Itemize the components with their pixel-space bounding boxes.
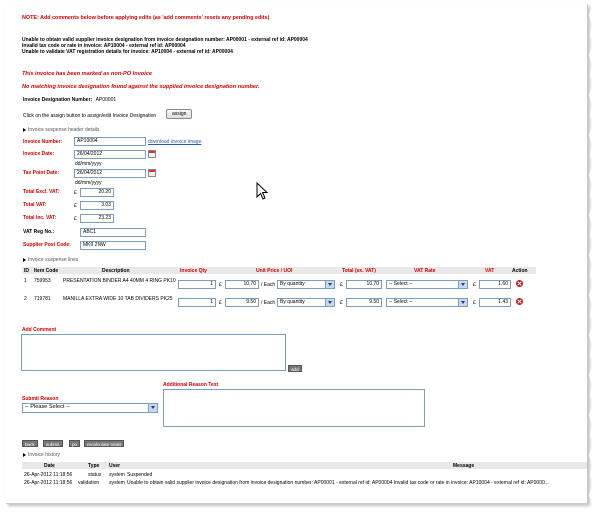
col-id: ID <box>24 268 29 274</box>
qty-input[interactable]: 1 <box>178 298 216 307</box>
col-item-code: Item Code <box>34 268 59 274</box>
history-col-user: User <box>109 463 121 469</box>
currency-symbol: £ <box>340 282 343 288</box>
invoice-date-hint: dd/mm/yyyy <box>75 161 102 167</box>
submit-reason-select-value: -- Please Select -- <box>25 404 70 410</box>
designation-row <box>23 97 116 103</box>
total-vat-label: Total VAT: <box>23 202 47 208</box>
po-button[interactable]: po <box>69 440 80 447</box>
assign-button[interactable]: assign <box>166 109 192 119</box>
tax-point-date-hint: dd/mm/yyyy <box>75 180 102 186</box>
currency-symbol: £ <box>74 190 77 196</box>
designation-label: Invoice Designation Number: <box>23 97 93 103</box>
line-total-input[interactable]: 9.50 <box>346 298 382 307</box>
comment-textarea[interactable] <box>21 334 286 371</box>
col-description: Description <box>102 268 130 274</box>
row-description: PRESENTATION BINDER A4 40MM 4 RING PK10 <box>63 278 176 284</box>
history-toggle-label: Invoice history <box>28 452 60 458</box>
uoi-select-value: By quantity <box>280 281 305 287</box>
no-match-message: No matching invoice designation found against the supplied invoice designation number. <box>22 84 260 90</box>
history-message: Unable to obtain valid supplier invoice designation from invoice designation number: AP00001 - external ref id: AP00004 Invalid tax code or rate in invoice: AP10004 - external ref id: AP0000... <box>127 480 549 486</box>
total-vat-input[interactable]: 3.03 <box>80 201 114 210</box>
history-type: status <box>88 472 102 478</box>
chevron-down-icon <box>458 299 467 306</box>
per-unit-text: / Each <box>261 282 276 288</box>
currency-symbol: £ <box>473 282 476 288</box>
currency-symbol: £ <box>473 300 476 306</box>
notice-text: NOTE: Add comments below before applying edits (as 'add comments' resets any pending edits) <box>22 15 270 21</box>
row-item-code: 719781 <box>34 296 51 302</box>
row-item-code: 759953 <box>34 278 51 284</box>
history-date: 26-Apr-2012 11:18:56 <box>24 472 73 478</box>
uoi-select[interactable] <box>277 298 335 307</box>
uoi-select-value: By quantity <box>280 299 305 305</box>
history-user: system <box>109 472 125 478</box>
vat-rate-select[interactable] <box>386 280 468 289</box>
triangle-right-icon <box>23 453 26 457</box>
invoice-number-input[interactable]: AP10004 <box>74 137 146 146</box>
history-col-type: Type <box>88 463 100 469</box>
lines-toggle-label: Invoice suspense lines <box>28 257 79 263</box>
total-inc-vat-label: Total Inc. VAT: <box>23 215 57 221</box>
chevron-down-icon <box>458 281 467 288</box>
lines-toggle[interactable] <box>23 257 78 263</box>
currency-symbol: £ <box>74 203 77 209</box>
vat-input[interactable]: 1.60 <box>479 280 511 289</box>
add-comment-label: Add Comment <box>22 327 57 333</box>
torn-edge-decoration <box>589 0 597 515</box>
supplier-post-code-input[interactable]: MK9 2NW <box>80 241 146 250</box>
invoice-date-input[interactable]: 26/04/2012 <box>74 150 146 159</box>
total-excl-vat-input[interactable]: 20.20 <box>80 188 114 197</box>
per-unit-text: / Each <box>261 300 276 306</box>
submit-reason-label: Submit Reason <box>22 396 59 402</box>
history-message: Suspended <box>127 472 153 478</box>
vat-input[interactable]: 1.43 <box>479 298 511 307</box>
chevron-down-icon <box>148 404 157 412</box>
vat-rate-select-value: -- Select -- <box>389 281 413 287</box>
currency-symbol: £ <box>340 300 343 306</box>
currency-symbol: £ <box>219 300 222 306</box>
vat-rate-select[interactable] <box>386 298 468 307</box>
col-vat-rate: VAT Rate <box>414 268 436 274</box>
history-table-header <box>22 462 588 469</box>
invoice-number-label: Invoice Number: <box>23 139 63 145</box>
invoice-page <box>6 4 588 504</box>
recalculate-totals-button[interactable]: recalculate totals <box>84 440 124 447</box>
row-id: 2 <box>24 296 27 302</box>
currency-symbol: £ <box>74 216 77 222</box>
history-date: 26-Apr-2012 11:18:56 <box>24 480 73 486</box>
col-invoice-qty: Invoice Qty <box>180 268 207 274</box>
calendar-icon[interactable] <box>148 169 156 177</box>
total-excl-vat-label: Total Excl. VAT: <box>23 189 60 195</box>
additional-reason-label: Additional Reason Text <box>163 382 219 388</box>
error-line-1: Unable to obtain valid supplier invoice designation from invoice designation number: AP00001 - external ref id: AP00004 <box>22 37 308 43</box>
qty-input[interactable]: 1 <box>178 280 216 289</box>
vat-reg-no-input[interactable]: ABC1 <box>80 228 146 237</box>
mouse-cursor-icon <box>256 182 270 202</box>
vat-reg-no-label: VAT Reg No.: <box>23 229 55 235</box>
back-button[interactable]: back <box>22 440 38 447</box>
assign-instruction: Click on the assign button to assign/edit Invoice Designation <box>23 113 157 119</box>
error-line-2: Invalid tax code or rate in invoice: AP10004 - external ref id: AP00004 <box>22 43 186 49</box>
currency-symbol: £ <box>219 282 222 288</box>
supplier-post-code-label: Supplier Post Code: <box>23 242 71 248</box>
header-details-toggle[interactable] <box>23 127 99 133</box>
add-comment-button[interactable]: add <box>288 365 302 372</box>
unit-price-input[interactable]: 10.70 <box>225 280 259 289</box>
vat-rate-select-value: -- Select -- <box>389 299 413 305</box>
history-user: system <box>109 480 125 486</box>
tax-point-date-input[interactable]: 26/04/2012 <box>74 169 146 178</box>
row-description: MANILLA EXTRA WIDE 10 TAB DIVIDERS PK25 <box>63 296 173 302</box>
col-unit-price: Unit Price / UOI <box>256 268 293 274</box>
additional-reason-textarea[interactable] <box>163 389 425 427</box>
history-type: validation <box>78 480 100 486</box>
non-po-message: This invoice has been marked as non-PO Invoice <box>22 71 152 77</box>
submit-reason-select[interactable] <box>22 403 158 413</box>
invoice-date-label: Invoice Date: <box>23 151 55 157</box>
history-col-date: Date <box>44 463 55 469</box>
line-total-input[interactable]: 10.70 <box>346 280 382 289</box>
uoi-select[interactable] <box>277 280 335 289</box>
triangle-right-icon <box>23 258 26 262</box>
history-toggle[interactable] <box>23 452 60 458</box>
error-line-3: Unable to validate VAT registration details for invoice: AP10004 - external ref id: AP00004 <box>22 49 233 55</box>
delete-icon[interactable] <box>516 280 523 287</box>
col-vat: VAT <box>485 268 495 274</box>
col-total: Total (ex. VAT) <box>342 268 376 274</box>
history-col-message: Message <box>453 463 475 469</box>
triangle-right-icon <box>23 128 26 132</box>
col-action: Action <box>512 268 528 274</box>
tax-point-date-label: Tax Point Date: <box>23 170 60 176</box>
total-inc-vat-input[interactable]: 23.23 <box>80 214 114 223</box>
header-details-toggle-label: Invoice suspense header details <box>28 127 100 133</box>
chevron-down-icon <box>325 299 334 306</box>
submit-button[interactable]: submit <box>43 440 63 447</box>
unit-price-input[interactable]: 9.50 <box>225 298 259 307</box>
row-id: 1 <box>24 278 27 284</box>
designation-value: AP00001 <box>95 97 117 103</box>
delete-icon[interactable] <box>516 298 523 305</box>
calendar-icon[interactable] <box>148 150 156 158</box>
chevron-down-icon <box>325 281 334 288</box>
download-invoice-image-link[interactable]: download invoice image <box>148 139 202 145</box>
